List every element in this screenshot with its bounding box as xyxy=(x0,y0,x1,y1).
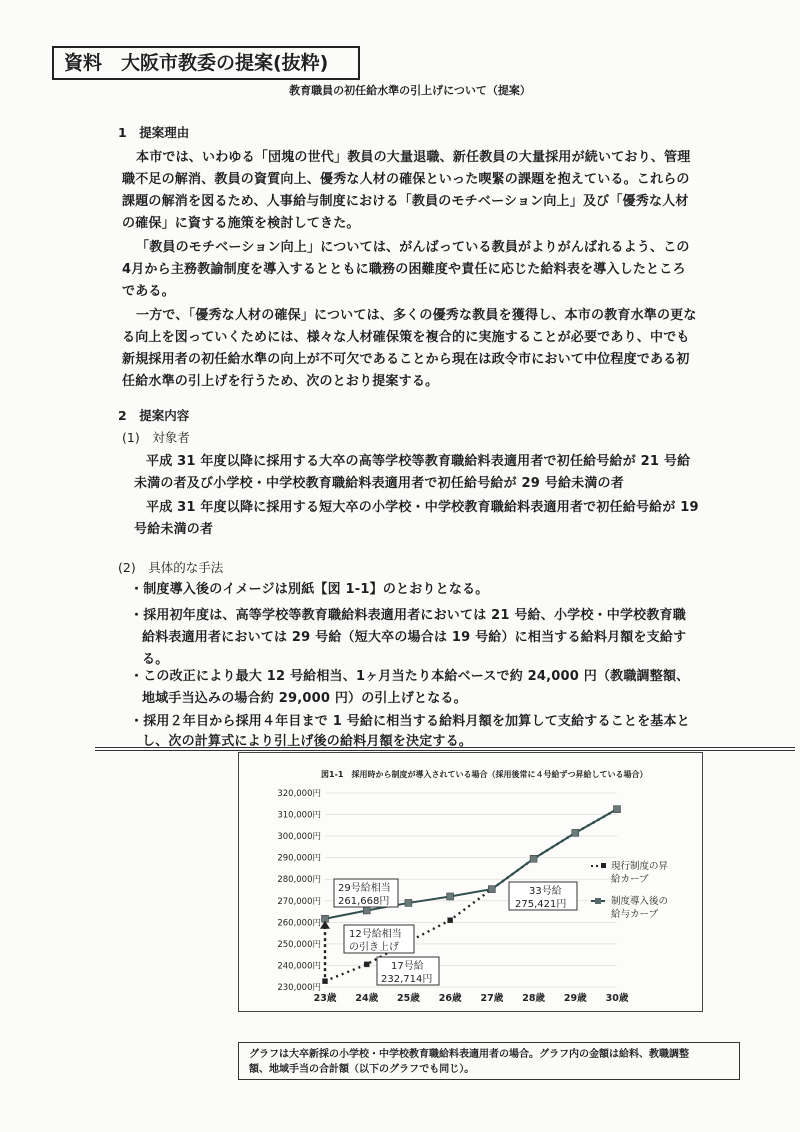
annotation-label-17: 17号給 xyxy=(391,961,424,972)
x-tick-label: 29歳 xyxy=(563,993,587,1004)
salary-chart-svg xyxy=(239,753,704,1013)
point-new xyxy=(363,907,370,914)
target-line: 未満の者及び小学校・中学校教育職給料表適用者で初任給号給が 29 号給未満の者 xyxy=(134,476,624,491)
section1-line: 課題の解消を図るため、人事給与制度における「教員のモチベーション向上」及び「優秀な人材 xyxy=(122,194,689,209)
y-tick-label: 270,000円 xyxy=(277,896,321,907)
method-line: 地域手当込みの場合約 29,000 円）の引上げとなる。 xyxy=(142,691,467,706)
annotation-label-12b: の引き上げ xyxy=(349,942,399,953)
document-subtitle: 教育職員の初任給水準の引上げについて（提案） xyxy=(289,84,531,97)
annotation-value-17: 232,714円 xyxy=(381,974,433,985)
target-line: 平成 31 年度以降に採用する大卒の高等学校等教育職給料表適用者で初任給号給が 21 号給 xyxy=(146,454,691,469)
chart-y-ticks xyxy=(277,789,321,993)
method-line: る。 xyxy=(142,652,169,667)
x-tick-label: 26歳 xyxy=(438,993,462,1004)
y-tick-label: 230,000円 xyxy=(277,983,321,993)
point-new xyxy=(614,806,621,813)
section2-sub1-heading: (1) 対象者 xyxy=(122,430,190,445)
annotation-value-33: 275,421円 xyxy=(515,899,567,910)
annotation-label-12a: 12号給相当 xyxy=(349,929,402,940)
section1-line: 職不足の解消、教員の資質向上、優秀な人材の確保といった喫緊の課題を抱えている。これらの xyxy=(122,172,690,187)
x-tick-label: 25歳 xyxy=(397,993,420,1004)
section1-line: の確保」に資する施策を検討してきた。 xyxy=(122,216,360,231)
section1-heading: 1 提案理由 xyxy=(118,125,190,140)
section1-line: 一方で、「優秀な人材の確保」については、多くの優秀な教員を獲得し、本市の教育水準の更な xyxy=(136,308,697,323)
y-tick-label: 240,000円 xyxy=(277,961,321,972)
section1-line: る向上を図っていくためには、様々な人材確保策を複合的に実施することが必要であり、中でも xyxy=(122,330,690,345)
legend-new-label-2: 給与カーブ xyxy=(611,909,659,920)
section1-line: 4月から主務教諭制度を導入するとともに職務の困難度や責任に応じた給料表を導入したところ xyxy=(122,262,686,277)
section1-line: である。 xyxy=(122,284,175,299)
y-tick-label: 310,000円 xyxy=(277,810,321,821)
method-line: ・採用初年度は、高等学校等教育職給料表適用者においては 21 号給、小学校・中学校教育職 xyxy=(130,608,686,623)
page-divider xyxy=(95,747,795,748)
section1-line: 本市では、いわゆる「団塊の世代」教員の大量退職、新任教員の大量採用が続いており、管理 xyxy=(136,150,691,165)
x-tick-label: 24歳 xyxy=(355,993,379,1004)
legend-new-label-1: 制度導入後の xyxy=(611,896,669,907)
point-new xyxy=(405,899,412,906)
section1-line: 新規採用者の初任給水準の向上が不可欠であることから現在は政令市において中位程度である初 xyxy=(122,352,690,367)
legend-current-marker xyxy=(601,863,606,868)
y-tick-label: 260,000円 xyxy=(277,918,321,929)
y-tick-label: 250,000円 xyxy=(277,939,321,950)
x-tick-label: 27歳 xyxy=(480,993,504,1004)
point-current xyxy=(323,979,328,984)
document-title: 資料 大阪市教委の提案(抜粋) xyxy=(52,46,360,80)
chart-note-line: グラフは大卒新採の小学校・中学校教育職給料表適用者の場合。グラフ内の金額は給料、教職調整 xyxy=(249,1049,689,1060)
legend-current-label-1: 現行制度の昇 xyxy=(611,861,669,872)
method-line: ・制度導入後のイメージは別紙【図 1-1】のとおりとなる。 xyxy=(130,582,489,597)
target-line: 平成 31 年度以降に採用する短大卒の小学校・中学校教育職給料表適用者で初任給号給が 19 xyxy=(146,500,699,515)
method-line: ・この改正により最大 12 号給相当、1ヶ月当たり本給ベースで約 24,000 円（教職調整額、 xyxy=(130,669,690,684)
section2-sub2-heading: (2) 具体的な手法 xyxy=(118,560,224,575)
x-tick-label: 23歳 xyxy=(313,993,337,1004)
page-divider xyxy=(95,750,795,751)
chart-x-ticks xyxy=(314,992,629,1004)
chart-note xyxy=(238,1042,740,1080)
legend-new-marker xyxy=(595,898,601,904)
section1-line: 「教員のモチベーション向上」については、がんばっている教員がよりがんばれるよう、この xyxy=(136,240,690,255)
x-tick-label: 30歳 xyxy=(605,993,629,1004)
point-new xyxy=(530,855,537,862)
section2-heading: 2 提案内容 xyxy=(118,408,190,423)
y-tick-label: 290,000円 xyxy=(277,853,321,864)
y-tick-label: 280,000円 xyxy=(277,875,321,886)
point-new xyxy=(572,829,579,836)
point-current xyxy=(364,962,369,967)
method-line: ・採用２年目から採用４年目まで 1 号給に相当する給料月額を加算して支給することを基本と xyxy=(130,714,690,729)
annotation-label-29: 29号給相当 xyxy=(338,883,391,894)
legend-current-label-2: 給カーブ xyxy=(611,874,649,885)
point-new xyxy=(488,886,495,893)
y-tick-label: 320,000円 xyxy=(277,789,321,799)
chart-legend xyxy=(591,860,669,920)
chart-note-line: 額、地域手当の合計額（以下のグラフでも同じ）。 xyxy=(249,1064,475,1075)
point-new xyxy=(447,893,454,900)
chart-title: 図1-1 採用時から制度が導入されている場合（採用後常に４号給ずつ昇給している場合） xyxy=(321,770,648,779)
target-line: 号給未満の者 xyxy=(134,522,214,537)
method-line: 給料表適用者においては 29 号給（短大卒の場合は 19 号給）に相当する給料月額を支給す xyxy=(142,630,687,645)
annotation-value-29: 261,668円 xyxy=(338,896,390,907)
method-line: し、次の計算式により引上げ後の給料月額を決定する。 xyxy=(142,734,473,749)
x-tick-label: 28歳 xyxy=(522,993,545,1004)
annotation-label-33: 33号給 xyxy=(529,886,562,897)
salary-chart xyxy=(238,752,703,1012)
section1-line: 任給水準の引上げを行うため、次のとおり提案する。 xyxy=(122,374,439,389)
point-current xyxy=(448,918,453,923)
y-tick-label: 300,000円 xyxy=(277,832,321,843)
